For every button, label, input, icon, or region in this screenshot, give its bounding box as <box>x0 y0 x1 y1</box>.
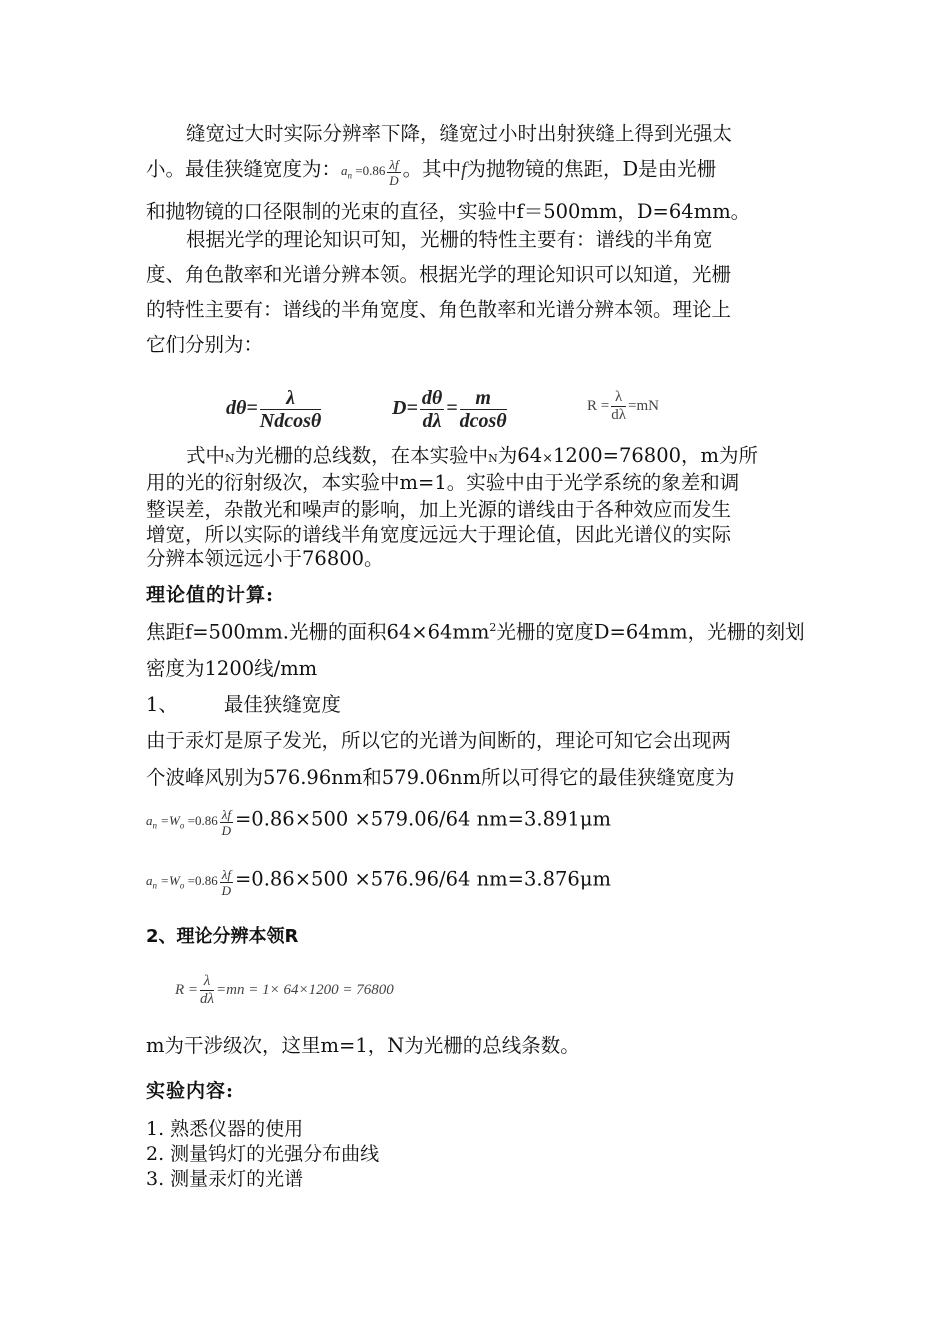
paragraph1-text-a: 。其中 <box>402 157 462 181</box>
item2-line1: m为干涉级次，这里m=1，N为光栅的总线条数。 <box>146 1034 580 1057</box>
calc2-denominator: D <box>221 883 232 898</box>
calc1-numerator: λf <box>221 807 231 822</box>
f1-denominator: Ndcosθ <box>259 410 322 432</box>
paragraph3-line5: 分辨本领远远小于76800。 <box>146 547 384 570</box>
half-width-formula <box>226 388 323 431</box>
p3-text-c: 为64 <box>497 444 543 467</box>
paragraph3-line3: 整误差，杂散光和噪声的影响，加上光源的谱线由于各种效应而发生 <box>146 498 732 521</box>
formula-a: a <box>341 163 348 179</box>
p3-text-d: 1200=76800，m为所 <box>553 444 759 467</box>
dispersion-formula: D= $\frac{d\theta}{d\lambda}$ = $\frac{m}{dcos\theta}$ <box>392 387 507 432</box>
calc2-eq: =0.86 <box>187 873 218 889</box>
content-item-2: 2. 测量钨灯的光强分布曲线 <box>146 1143 380 1165</box>
calc1-lhs <box>146 807 235 838</box>
f2-fraction1 <box>420 388 444 431</box>
calc1-a: a <box>146 813 153 829</box>
calc1-eq: =0.86 <box>187 813 218 829</box>
calc2-sub: n <box>152 881 157 892</box>
calc1-denominator: D <box>221 823 232 838</box>
calc1-wsub: o <box>179 821 185 832</box>
theory-heading: 理论值的计算: <box>146 584 275 606</box>
calc2-wsub: o <box>179 881 185 892</box>
calc3 <box>175 974 394 1007</box>
calc1-sub: n <box>152 821 157 832</box>
p3-N1: N <box>225 452 235 465</box>
calc1-fraction <box>220 808 233 837</box>
paragraph1-line3: 和抛物镜的口径限制的光束的直径，实验中f＝500mm，D=64mm。 <box>146 200 751 223</box>
calc2-result: =0.86×500 ×576.96/64 nm=3.876μm <box>234 867 611 891</box>
theory-line2: 密度为1200线/mm <box>146 657 318 680</box>
calc3-fraction <box>200 974 214 1007</box>
f2-denominator1: dλ <box>422 410 442 432</box>
resolving-formula <box>587 390 659 423</box>
calc3-lhs: R = <box>175 981 199 998</box>
calc2-numerator: λf <box>221 867 231 882</box>
f3-fraction <box>611 390 626 423</box>
f3-numerator: λ <box>611 390 626 407</box>
formula-fraction <box>387 158 400 187</box>
item1-heading <box>146 695 341 715</box>
item1-line1: 由于汞灯是原子发光，所以它的光谱为间断的，理论可知它会出现两 <box>146 729 732 752</box>
f2-numerator2: m <box>460 388 507 410</box>
calc3-result: =mn = 1× 64×1200 = 76800 <box>216 981 394 998</box>
mm-squared: 2 <box>489 621 497 634</box>
p3-N2: N <box>488 452 498 465</box>
formula-eq: =0.86 <box>355 163 386 179</box>
content-heading: 实验内容: <box>146 1080 235 1102</box>
f2-fraction2 <box>460 388 507 431</box>
paragraph2-line1: 根据光学的理论知识可知，光栅的特性主要有：谱线的半角宽 <box>186 228 713 251</box>
calc1 <box>146 808 611 837</box>
p3-text-b: 为光栅的总线数，在本实验中 <box>234 444 489 467</box>
calc2-w: =W <box>160 873 180 889</box>
calc2 <box>146 868 611 897</box>
f3-lhs: R = <box>587 397 610 414</box>
theory-line1-a: 焦距f=500mm.光栅的面积64×64mm <box>146 620 490 644</box>
formula-sub: n <box>347 171 353 182</box>
paragraph1-text-b: 为抛物镜的焦距，D是由光栅 <box>466 157 717 181</box>
focal-symbol: f <box>461 159 467 181</box>
item1-line2: 个波峰风别为576.96nm和579.06nm所以可得它的最佳狭缝宽度为 <box>146 766 735 789</box>
paragraph1-line2-text: 小。最佳狭缝宽度为： <box>146 157 342 181</box>
f1-fraction <box>260 388 321 431</box>
content-item-1: 1. 熟悉仪器的使用 <box>146 1118 304 1140</box>
formula-numerator: λf <box>389 157 399 172</box>
paragraph3-line2: 用的光的衍射级次，本实验中m=1。实验中由于光学系统的象差和调 <box>146 471 740 494</box>
p3-text-a: 式中 <box>186 444 226 467</box>
content-item-3: 3. 测量汞灯的光谱 <box>146 1168 304 1190</box>
item1-number: 1、 <box>146 693 178 716</box>
calc2-fraction <box>220 868 233 897</box>
paragraph2-line2: 度、角色散率和光谱分辨本领。根据光学的理论知识可以知道，光栅 <box>146 263 732 286</box>
f3-rhs: =mN <box>628 397 659 414</box>
f1-numerator: λ <box>260 388 321 410</box>
calc2-lhs <box>146 867 235 898</box>
theory-line1-b: 光栅的宽度D=64mm，光栅的刻划 <box>496 620 805 644</box>
formula-denominator: D <box>389 173 399 188</box>
paragraph1-line2 <box>146 158 716 187</box>
f3-denominator: dλ <box>611 407 626 423</box>
item2-heading: 2、理论分辨本领R <box>146 926 299 947</box>
paragraph2-line3: 的特性主要有：谱线的半角宽度、角色散率和光谱分辨本领。理论上 <box>146 298 732 321</box>
calc3-numerator: λ <box>200 974 214 991</box>
paragraph3-line4: 增宽，所以实际的谱线半角宽度远远大于理论值，因此光谱仪的实际 <box>146 523 732 546</box>
p3-times: × <box>542 451 554 466</box>
paragraph1-line1: 缝宽过大时实际分辨率下降，缝宽过小时出射狭缝上得到光强太 <box>186 122 733 145</box>
item1-title: 最佳狭缝宽度 <box>223 693 341 716</box>
calc3-denominator: dλ <box>200 991 215 1007</box>
f2-denominator2: dcosθ <box>459 410 507 432</box>
f2-lhs: D= <box>392 397 418 420</box>
calc1-result: =0.86×500 ×579.06/64 nm=3.891μm <box>234 807 611 831</box>
f2-numerator1: dθ <box>421 387 443 409</box>
paragraph3-line1 <box>186 446 758 466</box>
slit-formula <box>341 157 403 188</box>
f1-lhs: dθ= <box>226 397 258 420</box>
paragraph2-line4: 它们分别为： <box>146 333 264 356</box>
calc1-w: =W <box>160 813 180 829</box>
calc2-a: a <box>146 873 153 889</box>
theory-line1 <box>146 622 805 642</box>
